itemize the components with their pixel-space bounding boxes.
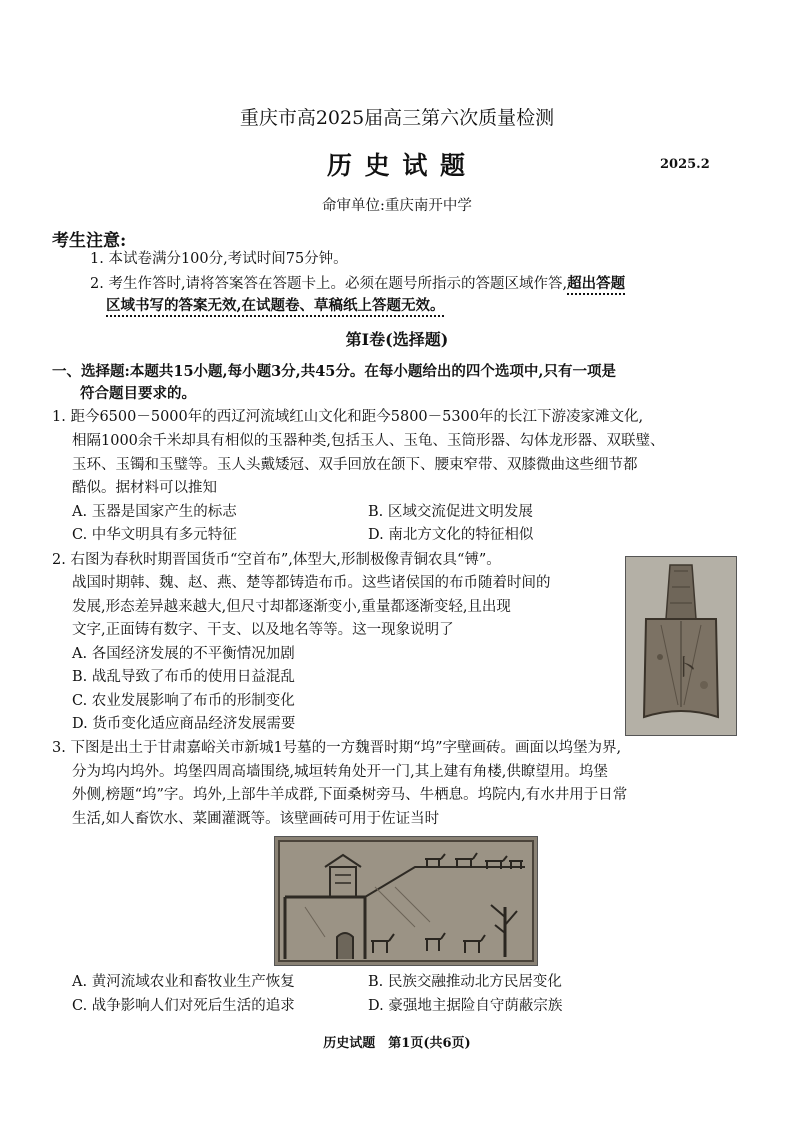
notice-heading: 考生注意: — [52, 231, 127, 251]
q1-option-c[interactable]: C. 中华文明具有多元特征 — [72, 527, 237, 543]
q3-option-c[interactable]: C. 战争影响人们对死后生活的追求 — [72, 998, 295, 1014]
q3-stem-line: 3. 下图是出土于甘肃嘉峪关市新城1号墓的一方魏晋时期“坞”字壁画砖。画面以坞堡为界, — [52, 740, 622, 756]
notice-item-2 — [90, 273, 625, 295]
q3-stem-line: 分为坞内坞外。坞堡四周高墙围绕,城垣转角处开一门,其上建有角楼,供瞭望用。坞堡 — [72, 764, 608, 780]
notice-item-1: 1. 本试卷满分100分,考试时间75分钟。 — [90, 251, 348, 267]
q1-stem-line: 玉环、玉镯和玉璧等。玉人头戴矮冠、双手回放在颌下、腰束窄带、双膝微曲这些细节都 — [72, 457, 638, 473]
q2-stem-line: 2. 右图为春秋时期晋国货币“空首布”,体型大,形制极像青铜农具“镈”。 — [52, 552, 501, 568]
q2-option-d[interactable]: D. 货币变化适应商品经济发展需要 — [72, 716, 296, 732]
section1-instruction: 一、选择题:本题共15小题,每小题3分,共45分。在每小题给出的四个选项中,只有一项是 — [52, 363, 616, 380]
page-footer: 历史试题 第1页(共6页) — [323, 1036, 471, 1051]
part1-title: 第Ⅰ卷(选择题) — [345, 330, 449, 349]
q3-option-d[interactable]: D. 豪强地主据险自守荫蔽宗族 — [368, 998, 563, 1014]
brick-mural-image — [275, 837, 537, 965]
notice-item-2-emphasis: 超出答题 — [567, 275, 626, 292]
svg-text:卜: 卜 — [674, 656, 697, 681]
q3-stem-line: 生活,如人畜饮水、菜圃灌溉等。该壁画砖可用于佐证当时 — [72, 811, 440, 827]
q1-stem-line: 酷似。据材料可以推知 — [72, 480, 217, 496]
subject-title: 历 史 试 题 — [326, 151, 468, 180]
spade-coin-photo — [625, 556, 737, 736]
notice-item-2-plain: 2. 考生作答时,请将答案答在答题卡上。必须在题号所指示的答题区域作答, — [90, 276, 568, 292]
exam-date: 2025.2 — [660, 157, 710, 172]
q1-option-a[interactable]: A. 玉器是国家产生的标志 — [72, 504, 237, 520]
q1-stem-line: 相隔1000余千米却具有相似的玉器种类,包括玉人、玉龟、玉筒形器、勾体龙形器、双联璧、 — [72, 433, 665, 449]
exam-title: 重庆市高2025届高三第六次质量检测 — [239, 107, 555, 129]
q2-option-b[interactable]: B. 战乱导致了布币的使用日益混乱 — [72, 669, 295, 685]
section1-instruction-cont: 符合题目要求的。 — [80, 385, 196, 402]
notice-item-2-cont: 区域书写的答案无效,在试题卷、草稿纸上答题无效。 — [106, 297, 445, 314]
q2-stem-line: 文字,正面铸有数字、干支、以及地名等等。这一现象说明了 — [72, 622, 454, 638]
q1-stem-line: 1. 距今6500－5000年的西辽河流域红山文化和距今5800－5300年的长江下游凌家滩文化, — [52, 409, 644, 425]
q3-stem-line: 外侧,榜题“坞”字。坞外,上部牛羊成群,下面桑树旁马、牛栖息。坞院内,有水井用于日常 — [72, 787, 628, 803]
brick-mural-photo — [274, 836, 538, 966]
q1-option-b[interactable]: B. 区域交流促进文明发展 — [368, 504, 533, 520]
q1-option-d[interactable]: D. 南北方文化的特征相似 — [368, 527, 534, 543]
spade-coin-image — [626, 557, 736, 735]
q2-option-a[interactable]: A. 各国经济发展的不平衡情况加剧 — [72, 646, 295, 662]
q2-stem-line: 战国时期韩、魏、赵、燕、楚等都铸造布币。这些诸侯国的布币随着时间的 — [72, 575, 551, 591]
setter-unit: 命审单位:重庆南开中学 — [322, 198, 472, 214]
q2-option-c[interactable]: C. 农业发展影响了布币的形制变化 — [72, 693, 295, 709]
q3-option-a[interactable]: A. 黄河流域农业和畜牧业生产恢复 — [72, 974, 295, 990]
q3-option-b[interactable]: B. 民族交融推动北方民居变化 — [368, 974, 562, 990]
q2-stem-line: 发展,形态差异越来越大,但尺寸却都逐渐变小,重量都逐渐变轻,且出现 — [72, 599, 511, 615]
